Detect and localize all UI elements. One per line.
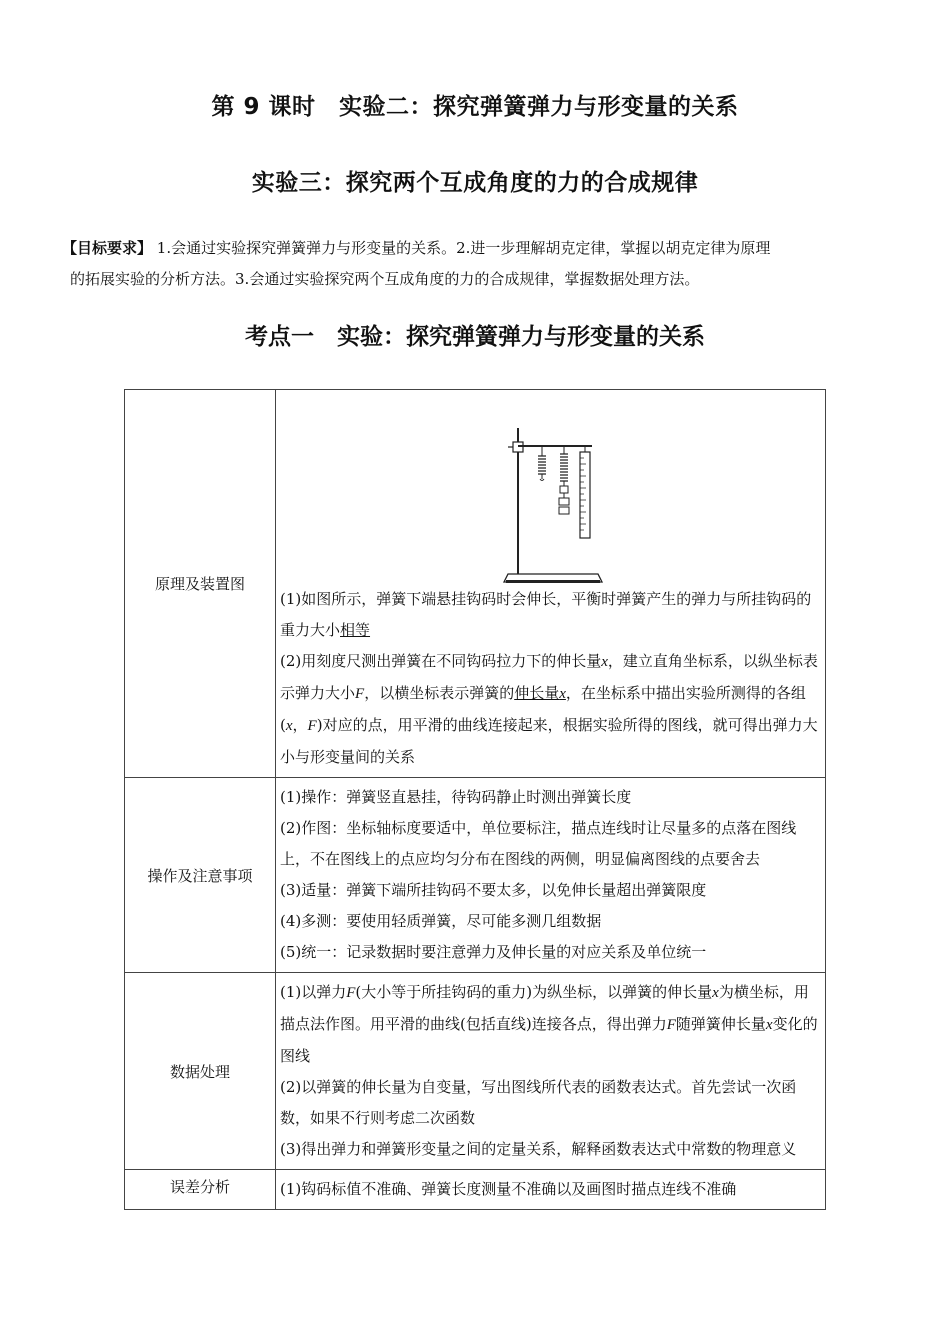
- row-label-principle: 原理及装置图: [125, 390, 276, 778]
- data-paragraph-1: [280, 977, 821, 1072]
- var-F: F: [346, 985, 356, 1001]
- principle-text-2e: ，: [292, 716, 308, 734]
- principle-text-2b: ，建立直角坐标系，以纵坐标表示弹力大小: [280, 652, 818, 702]
- operation-item: (5)统一：记录数据时要注意弹力及伸长量的对应关系及单位统一: [280, 943, 707, 961]
- objectives-tag: 【目标要求】: [62, 239, 153, 257]
- principle-answer-extension-text: 伸长量: [514, 684, 560, 702]
- operation-item: (1)操作：弹簧竖直悬挂，待钩码静止时测出弹簧长度: [280, 788, 632, 806]
- principle-text-2c: ，以横坐标表示弹簧的: [364, 684, 515, 702]
- principle-text-2d: ，在坐标系中描出实验所测得的各组(: [280, 684, 806, 734]
- var-x: x: [285, 718, 293, 734]
- principle-answer-equal: 相等: [340, 621, 371, 639]
- var-x: x: [712, 985, 719, 1001]
- principle-paragraph-2: [280, 646, 821, 773]
- var-x: x: [765, 1017, 773, 1033]
- row-content-principle: [276, 390, 826, 778]
- principle-paragraph-1: [280, 584, 821, 646]
- experiment-table: [124, 389, 826, 1210]
- lesson-subtitle: 实验三：探究两个互成角度的力的合成规律: [251, 170, 699, 196]
- operation-item: (3)适量：弹簧下端所挂钩码不要太多，以免伸长量超出弹簧限度: [280, 881, 707, 899]
- data-text-1e: 变化的图线: [280, 1015, 818, 1065]
- section-heading: 考点一 实验：探究弹簧弹力与形变量的关系: [245, 324, 705, 350]
- principle-text-2f: )对应的点，用平滑的曲线连接起来，根据实验所得的图线，就可得出弹力大小与形变量间的关系: [280, 716, 818, 766]
- row-label-data: 数据处理: [125, 973, 276, 1170]
- table-row-data: [125, 973, 826, 1170]
- data-text-1b: (大小等于所挂钩码的重力)为纵坐标，以弹簧的伸长量: [355, 983, 713, 1001]
- data-text-1a: (1)以弹力: [280, 983, 347, 1001]
- spring-apparatus-diagram: [502, 422, 606, 584]
- data-text-1c: 为横坐标，用描点法作图。用平滑的曲线(包括直线)连接各点，得出弹力: [280, 983, 809, 1033]
- var-x: x: [601, 654, 608, 670]
- principle-text-2a: (2)用刻度尺测出弹簧在不同钩码拉力下的伸长量: [280, 652, 602, 670]
- var-x: x: [559, 686, 566, 702]
- row-label-operation: 操作及注意事项: [125, 778, 276, 973]
- table-row-principle: [125, 390, 826, 778]
- data-text-1d: 随弹簧伸长量: [675, 1015, 766, 1033]
- principle-answer-extension: [514, 684, 566, 702]
- objectives-text-1: 1.会通过实验探究弹簧弹力与形变量的关系。2.进一步理解胡克定律，掌握以胡克定律为原理: [152, 239, 771, 257]
- objectives-line-1: [62, 233, 892, 264]
- data-paragraph-3: (3)得出弹力和弹簧形变量之间的定量关系，解释函数表达式中常数的物理意义: [280, 1140, 797, 1158]
- row-content-error: [276, 1170, 826, 1210]
- var-F: F: [666, 1017, 676, 1033]
- error-paragraph-1: (1)钩码标值不准确、弹簧长度测量不准确以及画图时描点连线不准确: [280, 1180, 737, 1198]
- table-row-operation: [125, 778, 826, 973]
- operation-item: (2)作图：坐标轴标度要适中，单位要标注，描点连线时让尽量多的点落在图线上，不在图线上的点应均匀分布在图线的两侧，明显偏离图线的点要舍去: [280, 819, 797, 868]
- table-row-error: [125, 1170, 826, 1210]
- row-content-operation: [276, 778, 826, 973]
- row-content-data: [276, 973, 826, 1170]
- objectives-line-2: 的拓展实验的分析方法。3.会通过实验探究两个互成角度的力的合成规律，掌握数据处理方法。: [70, 270, 700, 288]
- principle-text-1a: (1)如图所示，弹簧下端悬挂钩码时会伸长，平衡时弹簧产生的弹力与所挂钩码的重力大小: [280, 590, 812, 639]
- data-paragraph-2: (2)以弹簧的伸长量为自变量，写出图线所代表的函数表达式。首先尝试一次函数，如果不行则考虑二次函数: [280, 1078, 797, 1127]
- row-label-error: 误差分析: [125, 1170, 276, 1210]
- var-F: F: [355, 686, 365, 702]
- objectives-paragraph: [62, 233, 892, 295]
- var-F: F: [307, 718, 317, 734]
- operation-item: (4)多测：要使用轻质弹簧，尽可能多测几组数据: [280, 912, 602, 930]
- lesson-title: 第 9 课时 实验二：探究弹簧弹力与形变量的关系: [211, 94, 739, 120]
